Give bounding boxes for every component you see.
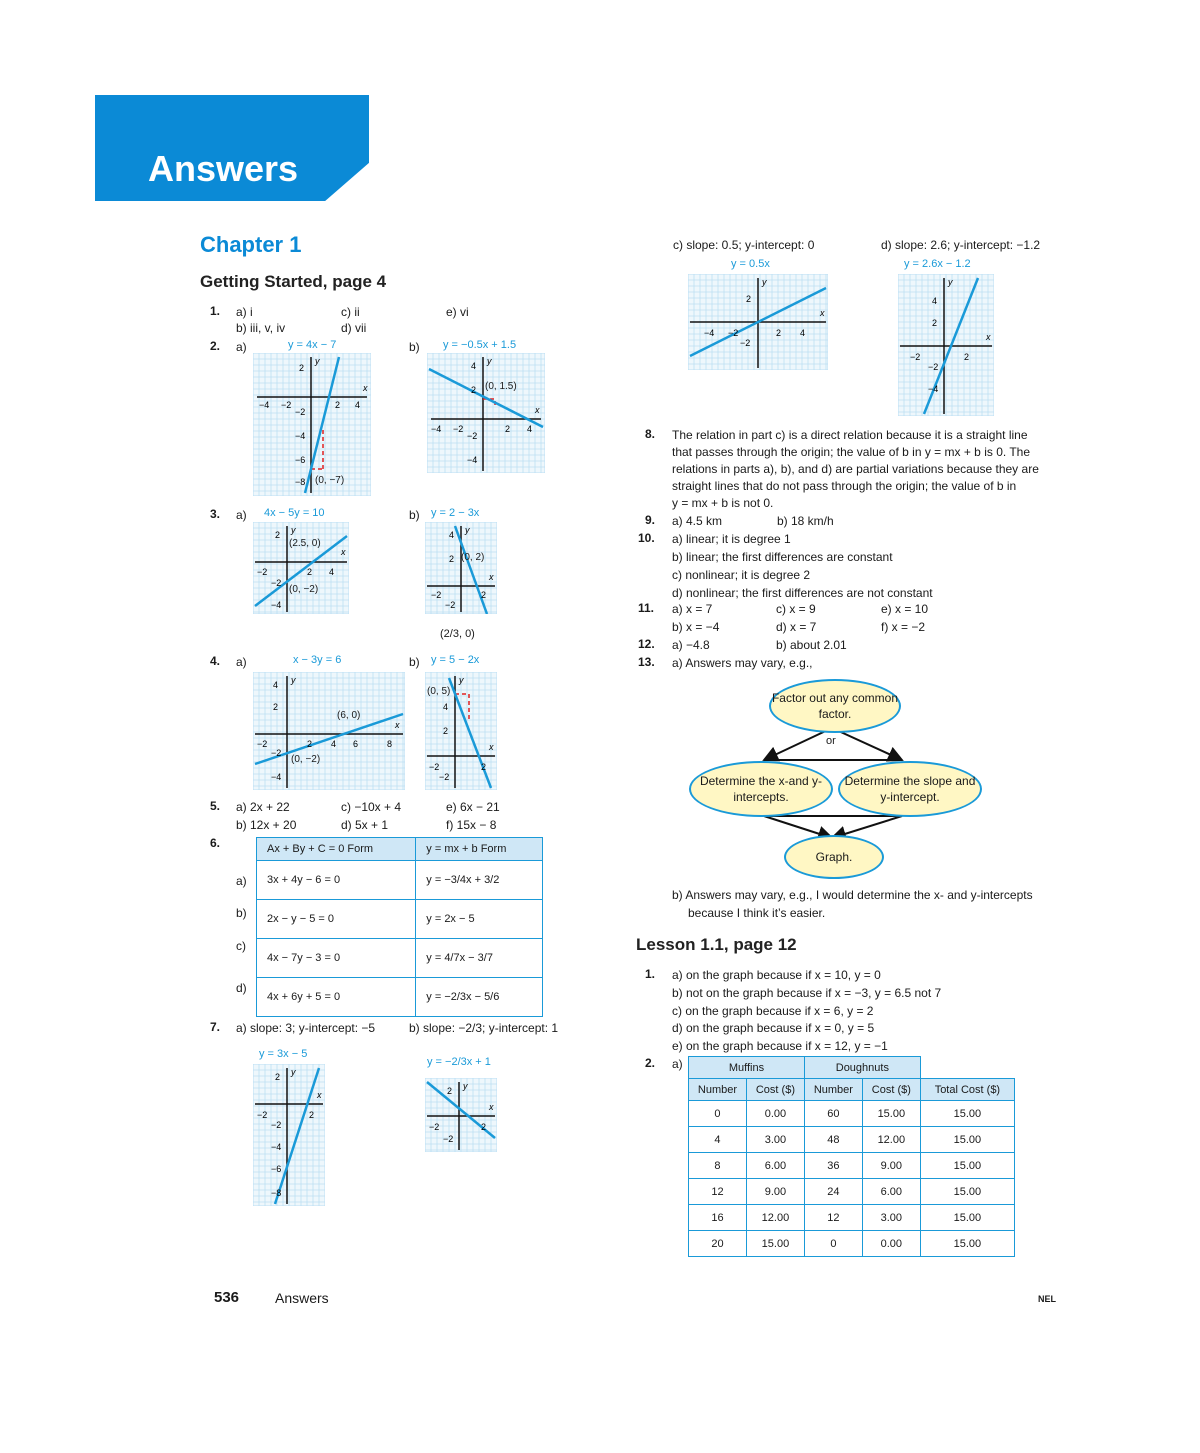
q2-b-label: b) [409, 340, 420, 354]
q10-c: c) nonlinear; it is degree 2 [672, 568, 811, 582]
table-cell: 15.00 [920, 1101, 1014, 1127]
q11-f: f) x = −2 [881, 620, 926, 634]
q6-col2-header: y = mx + b Form [416, 838, 543, 861]
svg-text:−2: −2 [740, 338, 751, 348]
q9-number: 9. [645, 513, 656, 527]
q7c-graph [688, 274, 828, 370]
svg-text:x: x [489, 1102, 494, 1112]
q10-d: d) nonlinear; the first differences are not constant [672, 586, 933, 600]
svg-text:x: x [395, 720, 400, 730]
svg-text:−2: −2 [257, 739, 268, 749]
q8-line-4: straight lines that do not pass through the origin; the value of b in [672, 479, 1017, 493]
table-cell: 15.00 [920, 1205, 1014, 1231]
l1-a: a) on the graph because if x = 10, y = 0 [672, 968, 881, 982]
svg-text:−4: −4 [704, 328, 715, 338]
svg-text:2: 2 [932, 318, 938, 328]
table-row [257, 939, 543, 978]
svg-text:x: x [341, 547, 346, 557]
svg-text:−2: −2 [445, 600, 456, 610]
table-cell: 6.00 [862, 1179, 920, 1205]
svg-text:−2: −2 [453, 424, 464, 434]
q1-e: e) vi [446, 305, 469, 319]
svg-text:2: 2 [307, 739, 313, 749]
q12-b: b) about 2.01 [776, 638, 847, 652]
table-cell: 60 [804, 1101, 862, 1127]
q13-a: a) Answers may vary, e.g., [672, 656, 813, 670]
q7a-graph [253, 1064, 325, 1206]
l1-d: d) on the graph because if x = 0, y = 5 [672, 1021, 875, 1035]
svg-text:2: 2 [481, 590, 487, 600]
svg-text:−2: −2 [429, 1122, 440, 1132]
table-cell: 15.00 [862, 1101, 920, 1127]
table-cell: 9.00 [862, 1153, 920, 1179]
svg-text:2: 2 [776, 328, 782, 338]
q8-number: 8. [645, 427, 656, 441]
q12-number: 12. [638, 637, 655, 651]
svg-text:4: 4 [471, 361, 477, 371]
q6-d-slope-intercept: y = −2/3x − 5/6 [416, 978, 543, 1017]
svg-text:y: y [459, 675, 464, 685]
q6-row-d-label: d) [236, 981, 247, 995]
q11-b: b) x = −4 [672, 620, 720, 634]
q3b-point1-label: (0, 2) [461, 552, 485, 563]
svg-text:−2: −2 [271, 748, 282, 758]
flow-or-label: or [826, 735, 836, 747]
table-cell: 0 [689, 1101, 747, 1127]
svg-text:−2: −2 [439, 772, 450, 782]
q3-number: 3. [210, 507, 221, 521]
svg-text:x: x [820, 308, 825, 318]
table-cell: 15.00 [920, 1153, 1014, 1179]
q11-d: d) x = 7 [776, 620, 817, 634]
svg-text:4: 4 [800, 328, 806, 338]
q7-b-equation: y = −2/3x + 1 [427, 1056, 491, 1068]
q6-c-standard: 4x − 7y − 3 = 0 [257, 939, 416, 978]
svg-text:y: y [465, 525, 470, 535]
svg-text:x: x [535, 405, 540, 415]
q9-a: a) 4.5 km [672, 514, 723, 528]
table-cell: 12 [804, 1205, 862, 1231]
q3b-graph [425, 522, 497, 614]
flow-node-intercepts: Determine the x-and y-intercepts. [689, 761, 833, 817]
l1-e: e) on the graph because if x = 12, y = −1 [672, 1039, 888, 1053]
table-cell: 0.00 [746, 1101, 804, 1127]
svg-text:x: x [363, 383, 368, 393]
svg-text:−4: −4 [271, 1142, 282, 1152]
svg-text:x: x [489, 572, 494, 582]
table-row [689, 1205, 1015, 1231]
table-row [257, 978, 543, 1017]
q11-a: a) x = 7 [672, 602, 713, 616]
svg-text:y: y [948, 277, 953, 287]
svg-text:2: 2 [505, 424, 511, 434]
q10-a: a) linear; it is degree 1 [672, 532, 791, 546]
table-cell: 9.00 [746, 1179, 804, 1205]
q4-number: 4. [210, 654, 221, 668]
q2-b-equation: y = −0.5x + 1.5 [443, 339, 517, 351]
svg-text:2: 2 [471, 385, 477, 395]
q8-line-5: y = mx + b is not 0. [672, 496, 774, 510]
q4b-graph [425, 672, 497, 790]
svg-text:−2: −2 [429, 762, 440, 772]
q5-e: e) 6x − 21 [446, 800, 500, 814]
q7-c: c) slope: 0.5; y-intercept: 0 [673, 238, 815, 252]
svg-text:−4: −4 [928, 384, 939, 394]
footer-section-name: Answers [275, 1290, 329, 1306]
q2-a-label: a) [236, 340, 247, 354]
q2a-point-label: (0, −7) [315, 475, 345, 486]
table-cell: 36 [804, 1153, 862, 1179]
q6-d-standard: 4x + 6y + 5 = 0 [257, 978, 416, 1017]
q3a-point1-label: (2.5, 0) [289, 538, 321, 549]
q6-table [256, 837, 543, 1017]
chapter-title: Chapter 1 [200, 232, 302, 257]
q4-b-equation: y = 5 − 2x [431, 654, 480, 666]
q5-d: d) 5x + 1 [341, 818, 389, 832]
svg-text:2: 2 [299, 363, 305, 373]
svg-text:−8: −8 [271, 1188, 282, 1198]
l2-number: 2. [645, 1056, 656, 1070]
q5-f: f) 15x − 8 [446, 818, 497, 832]
group-doughnuts: Doughnuts [804, 1057, 920, 1079]
q6-row-c-label: c) [236, 939, 246, 953]
table-cell: 15.00 [920, 1231, 1014, 1257]
table-row [689, 1153, 1015, 1179]
q12-a: a) −4.8 [672, 638, 710, 652]
q6-b-slope-intercept: y = 2x − 5 [416, 900, 543, 939]
svg-text:y: y [291, 525, 296, 535]
svg-text:y: y [762, 277, 767, 287]
svg-text:2: 2 [964, 352, 970, 362]
svg-text:4: 4 [355, 400, 361, 410]
table-row [689, 1127, 1015, 1153]
q5-b: b) 12x + 20 [236, 818, 297, 832]
svg-text:−4: −4 [467, 455, 478, 465]
q3a-graph [253, 522, 349, 614]
svg-text:4: 4 [449, 530, 455, 540]
col-muffin-number: Number [689, 1079, 747, 1101]
svg-text:y: y [291, 1067, 296, 1077]
svg-text:−8: −8 [295, 477, 306, 487]
table-cell: 20 [689, 1231, 747, 1257]
table-cell: 15.00 [746, 1231, 804, 1257]
table-cell: 16 [689, 1205, 747, 1231]
svg-text:y: y [463, 1081, 468, 1091]
svg-text:−2: −2 [728, 328, 739, 338]
q13-b-line-2: because I think it’s easier. [688, 906, 826, 920]
table-row [257, 900, 543, 939]
q4-a-label: a) [236, 655, 247, 669]
svg-text:4: 4 [273, 680, 279, 690]
q4a-point2-label: (0, −2) [291, 754, 321, 765]
q6-col1-header: Ax + By + C = 0 Form [257, 838, 416, 861]
q7-d: d) slope: 2.6; y-intercept: −1.2 [881, 238, 1041, 252]
q6-b-standard: 2x − y − 5 = 0 [257, 900, 416, 939]
q7-c-equation: y = 0.5x [731, 258, 770, 270]
q7-b: b) slope: −2/3; y-intercept: 1 [409, 1021, 559, 1035]
table-cell: 0.00 [862, 1231, 920, 1257]
q9-b: b) 18 km/h [777, 514, 834, 528]
svg-text:2: 2 [275, 530, 281, 540]
svg-text:8: 8 [387, 739, 393, 749]
svg-text:x: x [986, 332, 991, 342]
svg-text:4: 4 [527, 424, 533, 434]
table-cell: 15.00 [920, 1179, 1014, 1205]
col-doughnut-number: Number [804, 1079, 862, 1101]
table-group-header-row [689, 1057, 1015, 1079]
table-cell: 12.00 [746, 1205, 804, 1231]
table-cell: 6.00 [746, 1153, 804, 1179]
flow-node-factor: Factor out any common factor. [769, 679, 901, 733]
svg-text:6: 6 [353, 739, 359, 749]
table-cell: 3.00 [746, 1127, 804, 1153]
col-muffin-cost: Cost ($) [746, 1079, 804, 1101]
table-cell: 15.00 [920, 1127, 1014, 1153]
q2b-graph [427, 353, 545, 473]
svg-text:4: 4 [932, 296, 938, 306]
table-cell: 12.00 [862, 1127, 920, 1153]
q2a-graph [253, 353, 371, 496]
table-cell: 12 [689, 1179, 747, 1205]
svg-text:−4: −4 [431, 424, 442, 434]
q4-b-label: b) [409, 655, 420, 669]
q6-row-b-label: b) [236, 906, 247, 920]
muffins-doughnuts-table [688, 1056, 1015, 1257]
q3-a-equation: 4x − 5y = 10 [264, 507, 325, 519]
q11-e: e) x = 10 [881, 602, 929, 616]
svg-text:4: 4 [331, 739, 337, 749]
publisher-mark: NEL [1038, 1294, 1056, 1304]
table-row [689, 1101, 1015, 1127]
svg-text:2: 2 [447, 1086, 453, 1096]
q3a-point2-label: (0, −2) [289, 584, 319, 595]
q5-c: c) −10x + 4 [341, 800, 402, 814]
svg-text:−2: −2 [443, 1134, 454, 1144]
svg-text:−2: −2 [431, 590, 442, 600]
q6-c-slope-intercept: y = 4/7x − 3/7 [416, 939, 543, 978]
svg-text:−2: −2 [295, 407, 306, 417]
svg-text:2: 2 [481, 1122, 487, 1132]
l1-number: 1. [645, 967, 656, 981]
q2-a-equation: y = 4x − 7 [288, 339, 337, 351]
table-cell: 48 [804, 1127, 862, 1153]
q1-number: 1. [210, 304, 221, 318]
svg-text:−6: −6 [295, 455, 306, 465]
svg-text:−4: −4 [295, 431, 306, 441]
svg-text:y: y [315, 356, 320, 366]
svg-text:−2: −2 [928, 362, 939, 372]
svg-text:4: 4 [443, 702, 449, 712]
table-header-row [257, 838, 543, 861]
q1-d: d) vii [341, 321, 367, 335]
table-cell: 4 [689, 1127, 747, 1153]
table-row [689, 1231, 1015, 1257]
svg-text:2: 2 [307, 567, 313, 577]
q3-b-equation: y = 2 − 3x [431, 507, 480, 519]
banner-title: Answers [148, 148, 299, 189]
q1-c: c) ii [341, 305, 360, 319]
table-cell: 3.00 [862, 1205, 920, 1231]
svg-text:2: 2 [275, 1072, 281, 1082]
q1-b: b) iii, v, iv [236, 321, 286, 335]
q3-b-label: b) [409, 508, 420, 522]
q7-d-equation: y = 2.6x − 1.2 [904, 258, 971, 270]
q7d-graph [898, 274, 994, 416]
col-doughnut-cost: Cost ($) [862, 1079, 920, 1101]
q7-a: a) slope: 3; y-intercept: −5 [236, 1021, 376, 1035]
q10-number: 10. [638, 531, 655, 545]
q11-c: c) x = 9 [776, 602, 816, 616]
svg-text:2: 2 [273, 702, 279, 712]
q8-line-3: relations in parts a), b), and d) are partial variations because they are [672, 462, 1039, 476]
table-cell: 8 [689, 1153, 747, 1179]
svg-text:2: 2 [309, 1110, 315, 1120]
col-total-cost: Total Cost ($) [920, 1079, 1014, 1101]
q4-a-equation: x − 3y = 6 [293, 654, 342, 666]
q6-row-a-label: a) [236, 874, 247, 888]
svg-text:−2: −2 [257, 567, 268, 577]
q2-number: 2. [210, 339, 221, 353]
svg-text:2: 2 [335, 400, 341, 410]
svg-text:−4: −4 [271, 600, 282, 610]
svg-text:−2: −2 [281, 400, 292, 410]
svg-text:−2: −2 [271, 578, 282, 588]
group-muffins: Muffins [689, 1057, 805, 1079]
table-cell: 0 [804, 1231, 862, 1257]
svg-text:2: 2 [481, 762, 487, 772]
q13-number: 13. [638, 655, 655, 669]
q7-number: 7. [210, 1020, 221, 1034]
svg-text:2: 2 [746, 294, 752, 304]
svg-text:y: y [487, 356, 492, 366]
svg-text:4: 4 [329, 567, 335, 577]
svg-text:x: x [317, 1090, 322, 1100]
q6-a-slope-intercept: y = −3/4x + 3/2 [416, 861, 543, 900]
section-getting-started: Getting Started, page 4 [200, 272, 387, 291]
q8-line-1: The relation in part c) is a direct relation because it is a straight line [672, 428, 1028, 442]
table-row [257, 861, 543, 900]
table-cell: 24 [804, 1179, 862, 1205]
q6-number: 6. [210, 836, 221, 850]
q2b-point-label: (0, 1.5) [485, 381, 517, 392]
q4a-graph [253, 672, 405, 790]
q7b-graph [425, 1078, 497, 1152]
l1-b: b) not on the graph because if x = −3, y = 6.5 not 7 [672, 986, 942, 1000]
q10-b: b) linear; the first differences are constant [672, 550, 893, 564]
table-header-row [689, 1079, 1015, 1101]
q4b-point-label: (0, 5) [427, 686, 451, 697]
svg-text:y: y [291, 675, 296, 685]
svg-text:−4: −4 [259, 400, 270, 410]
svg-text:2: 2 [449, 554, 455, 564]
svg-text:2: 2 [443, 726, 449, 736]
svg-text:−2: −2 [910, 352, 921, 362]
page-number: 536 [214, 1289, 240, 1306]
l2-a-label: a) [672, 1057, 683, 1071]
q7-a-equation: y = 3x − 5 [259, 1048, 308, 1060]
flow-node-slope: Determine the slope and y-intercept. [838, 761, 982, 817]
q1-a: a) i [236, 305, 253, 319]
q5-a: a) 2x + 22 [236, 800, 290, 814]
q3-a-label: a) [236, 508, 247, 522]
l1-c: c) on the graph because if x = 6, y = 2 [672, 1004, 874, 1018]
svg-text:−6: −6 [271, 1164, 282, 1174]
flow-node-graph: Graph. [784, 835, 884, 879]
q13-b-line-1: b) Answers may vary, e.g., I would determine the x- and y-intercepts [672, 888, 1033, 902]
table-row [689, 1179, 1015, 1205]
svg-text:−2: −2 [467, 431, 478, 441]
q4a-point1-label: (6, 0) [337, 710, 361, 721]
q3b-point2-label: (2/3, 0) [440, 628, 475, 640]
svg-text:−2: −2 [257, 1110, 268, 1120]
svg-text:x: x [489, 742, 494, 752]
svg-text:−2: −2 [271, 1120, 282, 1130]
q11-number: 11. [638, 601, 655, 615]
q8-line-2: that passes through the origin; the value of b in y = mx + b is 0. The [672, 445, 1030, 459]
section-lesson-1-1: Lesson 1.1, page 12 [636, 935, 797, 954]
q5-number: 5. [210, 799, 221, 813]
blank-header-cell [920, 1057, 1014, 1079]
q6-a-standard: 3x + 4y − 6 = 0 [257, 861, 416, 900]
svg-text:−4: −4 [271, 772, 282, 782]
